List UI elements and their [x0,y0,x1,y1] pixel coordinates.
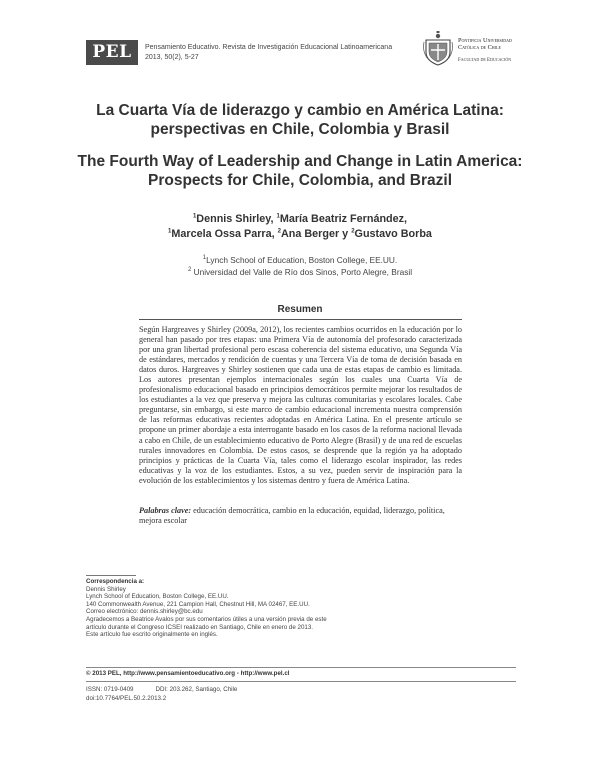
abstract-heading: Resumen [277,304,323,315]
journal-name: Pensamiento Educativo. Revista de Investigación Educacional Latinoamericana [145,44,393,51]
title-spanish-line1: La Cuarta Vía de liderazgo y cambio en América Latina: [96,102,504,119]
keywords [139,506,462,526]
footer-divider-bottom [86,681,516,682]
affiliation-2 [60,266,540,278]
author-name: Gustavo Borba [354,228,432,240]
author-line2 [60,227,540,242]
title-english-line1: The Fourth Way of Leadership and Change in Latin America: [77,153,523,170]
correspondence-line: Dennis Shirley [86,585,126,593]
affil-mark: 1 [202,255,207,262]
author-name: María Beatriz Fernández, [279,213,408,225]
author-list [60,212,540,242]
title-english-line2: Prospects for Chile, Colombia, and Brazil [147,172,453,189]
university-seal-icon [421,30,455,66]
correspondence-label: Correspondencia a: [86,578,145,585]
correspondence-line: Lynch School of Education, Boston College, EE.UU. [86,593,229,601]
issn: ISSN: 0719-0409 [86,686,134,693]
footer-divider-top [86,667,516,668]
faculty-name: Facultad de Educación [458,58,512,63]
affiliation-list [60,254,540,278]
author-affil-mark: 1 [192,213,197,220]
university-name-line1: Pontificia Universidad [458,37,512,44]
author-name: Marcela Ossa Parra, [171,228,278,240]
correspondence-line: 140 Commonwealth Avenue, 221 Campion Hall, Chestnut Hill, MA 02467, EE.UU. [86,600,310,608]
footnote-divider [86,575,136,576]
doi: doi:10.7764/PEL.50.2.2013.2 [86,695,167,702]
author-affil-mark: 2 [277,228,281,235]
author-affil-mark: 1 [276,213,280,220]
title-spanish [60,101,540,139]
abstract-text: Según Hargreaves y Shirley (2009a, 2012), los recientes cambios ocurridos en la educación por lo general han pasado por tres etapas: una Primera Vía de autonomía del profesorado caracterizada por una gran libertad profesional pero escasa coherencia del sistema educativo, una Segunda Vía de estándares, mercados y rendición de cuentas y una Tercera Vía de toma de decisión basada en datos duros. Hargreaves y Shirley sostienen que cada una de estas etapas de cambio es limitada. Los autores presentan ejemplos internacionales según los cuales una Cuarta Vía de profesionalismo educacional basado en principios democráticos permite mejorar los resultados de los estudiantes a la vez que preserva y mejora las culturas comunitarias y escolares locales. Cabe preguntarse, sin embargo, si este marco de cambio educacional incrementa nuestra comprensión de las reformas educativas recientes adoptadas en América Latina. En el presente artículo se propone un primer abordaje a esta interrogante basado en los casos de la reforma nacional llevada a cabo en Chile, de un establecimiento educativo de Porto Alegre (Brasil) y de una red de escuelas rurales innovadores en Colombia. De estos casos, se desprende que la región ya ha adoptado principios y prácticas de la Cuarta Vía, tales como el liderazgo escolar inspirador, las redes educativas y la voz de los estudiantes. Estos, a su vez, pueden servir de inspiración para la evolución de los establecimientos y los sistemas dentro y fuera de América Latina. [139,325,462,485]
affiliation-text: Lynch School of Education, Boston College, EE.UU. [206,255,398,265]
author-line1 [60,212,540,227]
university-name [458,37,548,52]
university-name-line2: Católica de Chile [458,44,501,52]
translation-note: Este artículo fue escrito originalmente en inglés. [86,631,218,639]
copyright-line: © 2013 PEL, http://www.pensamientoeducativo.org - http://www.pel.cl [86,670,290,677]
journal-volume: 2013, 50(2), 5-27 [145,53,199,61]
affil-mark: 2 [187,267,192,274]
author-affil-mark: 2 [351,228,355,235]
issn-row [86,686,386,693]
title-english [60,152,540,190]
ddi: DDI: 203.262, Santiago, Chile [155,686,238,693]
author-affil-mark: 1 [168,228,172,235]
keywords-list: educación democrática, cambio en la educación, equidad, liderazgo, política, mejora escolar [139,506,445,525]
correspondence-block [86,578,346,639]
title-spanish-line2: perspectivas en Chile, Colombia y Brasil [150,121,450,138]
keywords-label: Palabras clave: [139,506,192,515]
journal-logo: PEL [86,40,138,65]
affiliation-text: Universidad del Valle de Río dos Sinos, Porto Alegre, Brasil [191,267,413,277]
author-name: Ana Berger y [280,228,352,240]
author-name: Dennis Shirley, [196,213,277,225]
journal-reference [145,43,405,62]
acknowledgements: Agradecemos a Beatrice Avalos por sus comentarios útiles a una versión previa de este artículo durante el Congreso ICSEI realizado en Santiago, Chile en enero de 2013. [86,615,327,631]
abstract-divider [139,319,462,320]
affiliation-1 [60,254,540,266]
correspondence-email: Correo electrónico: dennis.shirley@bc.edu [86,608,203,616]
